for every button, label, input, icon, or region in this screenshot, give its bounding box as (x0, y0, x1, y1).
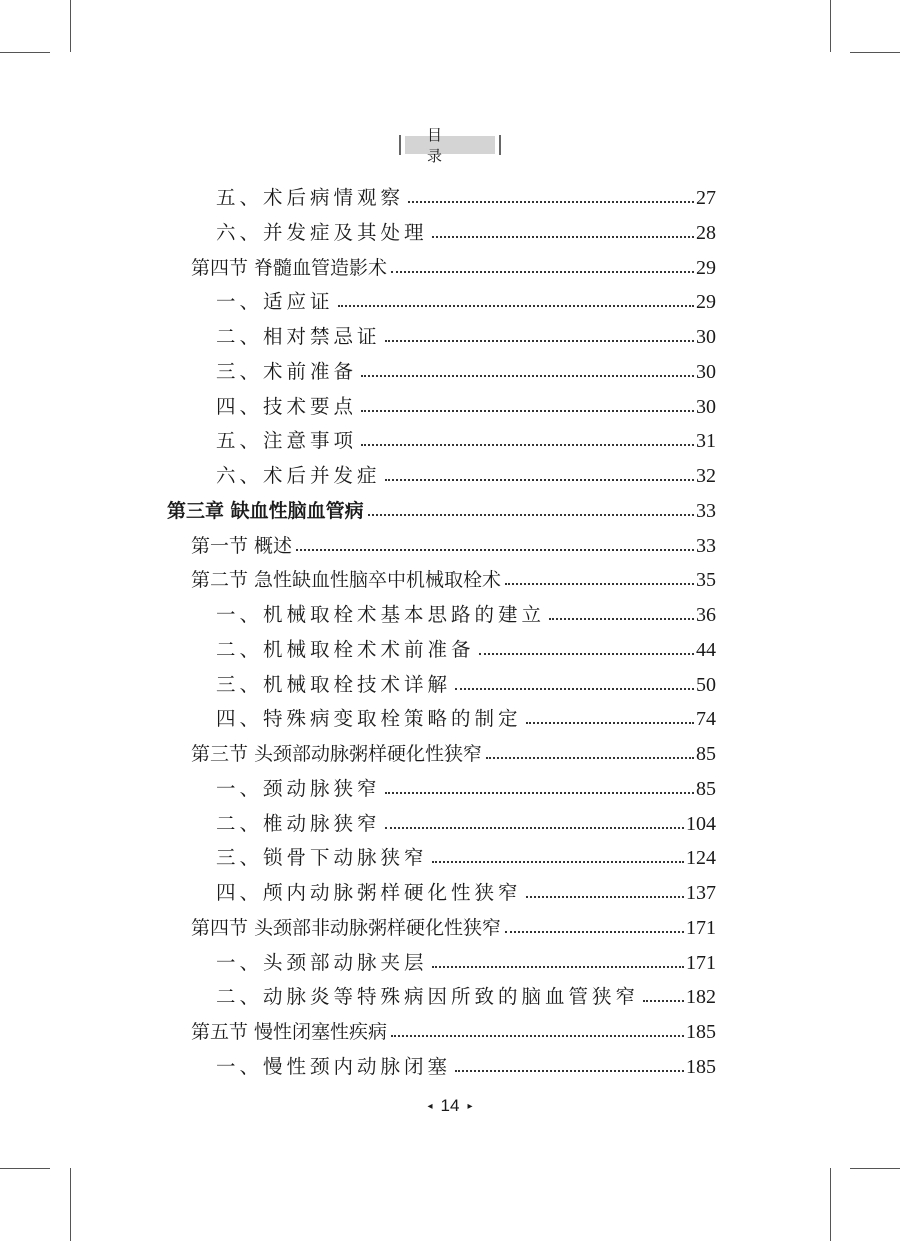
toc-entry-item[interactable] (216, 211, 716, 245)
toc-entry-title: 一、机械取栓术基本思路的建立 (216, 603, 546, 626)
dot-leader (385, 479, 694, 481)
dot-leader (526, 722, 694, 724)
toc-entry-title: 二、动脉炎等特殊病因所致的脑血管狭窄 (216, 985, 640, 1009)
running-header (389, 126, 511, 165)
toc-entry-item[interactable] (216, 315, 716, 349)
toc-entry-item[interactable] (216, 593, 716, 627)
dot-leader (361, 444, 694, 446)
toc-entry-section[interactable] (191, 558, 716, 592)
dot-leader (432, 966, 684, 968)
crop-mark (0, 52, 50, 53)
dot-leader (368, 514, 694, 516)
toc-entry-item[interactable] (216, 663, 716, 697)
dot-leader (361, 410, 694, 412)
toc-entry-page: 29 (696, 256, 716, 279)
header-bar (399, 135, 401, 155)
toc-entry-title: 二、相对禁忌证 (216, 325, 381, 348)
toc-entry-title: 第三章 缺血性脑血管病 (167, 499, 364, 522)
left-arrow-icon: ◂ (427, 1101, 433, 1113)
toc-entry-item[interactable] (216, 280, 716, 314)
dot-leader (643, 1000, 684, 1002)
toc-entry-title: 第一节 概述 (191, 534, 293, 557)
page-number: 14 (440, 1096, 460, 1115)
toc-entry-title: 第二节 急性缺血性脑卒中机械取栓术 (191, 569, 502, 592)
toc-entry-item[interactable] (216, 802, 716, 836)
toc-entry-title: 一、慢性颈内动脉闭塞 (216, 1054, 452, 1078)
toc-entry-title: 六、并发症及其处理 (216, 220, 428, 244)
toc-entry-title: 第四节 头颈部非动脉粥样硬化性狭窄 (191, 916, 502, 939)
toc-entry-item[interactable] (216, 176, 716, 210)
toc-entry-page: 31 (696, 430, 716, 453)
toc-entry-title: 第五节 慢性闭塞性疾病 (191, 1021, 388, 1043)
toc-entry-item[interactable] (216, 628, 716, 662)
toc-entry-page: 30 (696, 360, 716, 383)
toc-entry-page: 171 (686, 916, 716, 939)
toc-entry-page: 124 (686, 847, 716, 870)
toc-entry-title: 三、术前准备 (216, 359, 358, 383)
toc-entry-page: 74 (696, 708, 716, 731)
toc-entry-section[interactable] (191, 732, 716, 766)
toc-entry-section[interactable] (191, 1010, 716, 1044)
toc-entry-title: 四、技术要点 (216, 394, 358, 418)
crop-mark (70, 1168, 71, 1241)
header-title: 目 录 (405, 136, 495, 154)
dot-leader (338, 305, 694, 307)
toc-entry-page: 29 (696, 291, 716, 314)
toc-entry-item[interactable] (216, 385, 716, 419)
dot-leader (505, 583, 694, 585)
toc-entry-item[interactable] (216, 871, 716, 905)
crop-mark (0, 1168, 50, 1169)
toc-entry-page: 137 (686, 882, 716, 904)
toc-entry-title: 二、机械取栓术术前准备 (216, 637, 475, 661)
toc-entry-page: 182 (686, 986, 716, 1009)
toc-entry-page: 104 (686, 812, 716, 835)
dot-leader (296, 549, 694, 551)
toc-entry-title: 五、注意事项 (216, 429, 358, 453)
toc-entry-page: 85 (696, 743, 716, 765)
toc-entry-section[interactable] (191, 524, 716, 558)
toc-entry-title: 一、头颈部动脉夹层 (216, 950, 428, 974)
header-bar (499, 135, 501, 155)
toc-entry-item[interactable] (216, 941, 716, 975)
toc-entry-page: 35 (696, 569, 716, 592)
crop-mark (830, 1168, 831, 1241)
toc-entry-page: 33 (696, 499, 716, 522)
dot-leader (486, 757, 694, 759)
page-footer (0, 1096, 900, 1116)
toc-entry-page: 32 (696, 465, 716, 487)
dot-leader (408, 201, 694, 203)
dot-leader (385, 340, 694, 342)
dot-leader (385, 792, 694, 794)
toc-entry-page: 30 (696, 395, 716, 418)
dot-leader (432, 236, 694, 238)
toc-entry-page: 185 (686, 1055, 716, 1078)
dot-leader (391, 1035, 684, 1037)
dot-leader (385, 827, 684, 829)
toc-entry-page: 185 (686, 1021, 716, 1043)
dot-leader (432, 861, 684, 863)
toc-entry-title: 四、颅内动脉粥样硬化性狭窄 (216, 881, 522, 904)
dot-leader (479, 653, 694, 655)
dot-leader (549, 618, 694, 620)
crop-mark (850, 52, 900, 53)
toc-entry-title: 四、特殊病变取栓策略的制定 (216, 707, 522, 731)
dot-leader (361, 375, 694, 377)
crop-mark (850, 1168, 900, 1169)
dot-leader (455, 1070, 684, 1072)
dot-leader (505, 931, 684, 933)
toc-entry-title: 一、适应证 (216, 290, 334, 314)
toc-entry-item[interactable] (216, 767, 716, 801)
toc-entry-title: 三、机械取栓技术详解 (216, 672, 452, 696)
toc-entry-title: 三、锁骨下动脉狭窄 (216, 846, 428, 870)
toc-entry-title: 五、术后病情观察 (216, 186, 405, 209)
dot-leader (526, 896, 684, 898)
toc-entry-page: 33 (696, 534, 716, 557)
toc-entry-title: 一、颈动脉狭窄 (216, 776, 381, 800)
toc-entry-section[interactable] (191, 906, 716, 940)
dot-leader (391, 271, 694, 273)
toc-entry-page: 85 (696, 777, 716, 800)
crop-mark (70, 0, 71, 52)
toc-entry-item[interactable] (216, 419, 716, 453)
toc-entry-section[interactable] (191, 246, 716, 280)
toc-entry-item[interactable] (216, 975, 716, 1009)
toc-entry-item[interactable] (216, 836, 716, 870)
toc-entry-page: 27 (696, 187, 716, 209)
toc-entry-page: 44 (696, 638, 716, 661)
right-arrow-icon: ▸ (467, 1101, 473, 1113)
toc-entry-chapter[interactable] (167, 489, 716, 523)
toc-entry-item[interactable] (216, 1045, 716, 1079)
toc-entry-page: 36 (696, 604, 716, 626)
toc-entry-title: 第四节 脊髓血管造影术 (191, 256, 388, 279)
toc-entry-page: 30 (696, 326, 716, 348)
toc-entry-item[interactable] (216, 350, 716, 384)
toc-entry-page: 171 (686, 951, 716, 974)
toc-entry-title: 第三节 头颈部动脉粥样硬化性狭窄 (191, 743, 483, 765)
toc-entry-page: 50 (696, 673, 716, 696)
toc-entry-page: 28 (696, 221, 716, 244)
toc-entry-title: 二、椎动脉狭窄 (216, 811, 381, 835)
toc-entry-item[interactable] (216, 454, 716, 488)
dot-leader (455, 688, 694, 690)
toc-entry-item[interactable] (216, 697, 716, 731)
toc-entry-title: 六、术后并发症 (216, 464, 381, 487)
crop-mark (830, 0, 831, 52)
